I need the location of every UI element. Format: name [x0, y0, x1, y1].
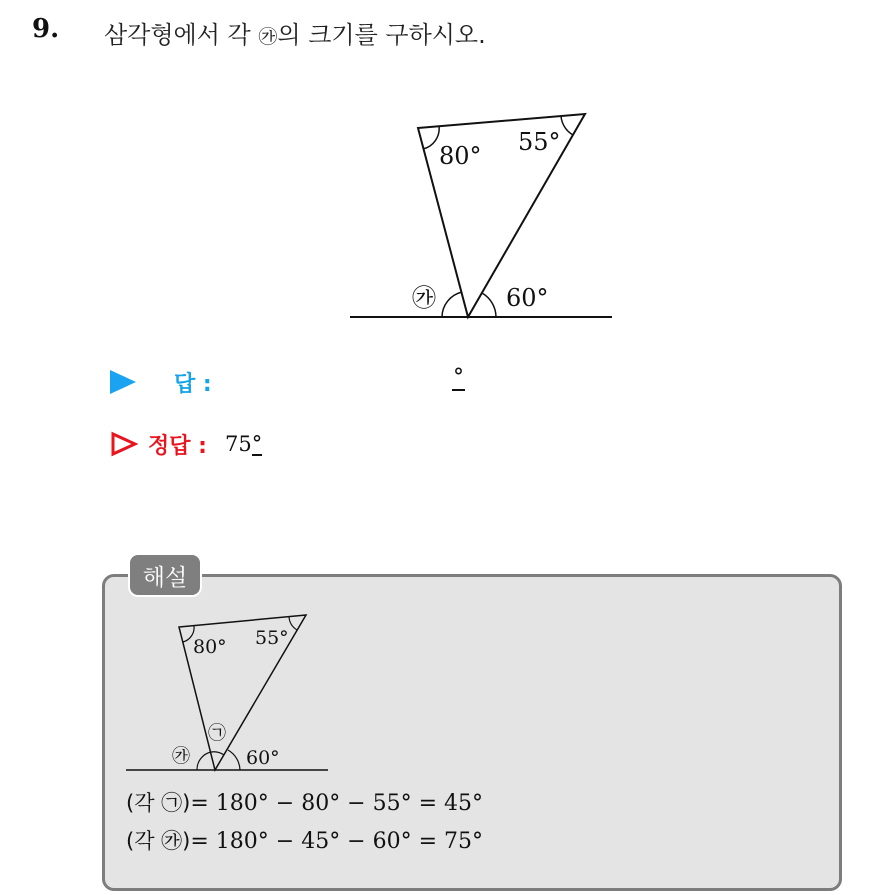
solution-label-inner: ㉠ [208, 723, 226, 744]
solution-label-unknown: ㉮ [172, 746, 190, 767]
solution-line-1-expr: = 180° − 80° − 55° = 45° [190, 791, 484, 816]
solution-arc-inner [211, 752, 224, 755]
solution-arc-unknown [197, 752, 211, 770]
solution-label-80: 80° [193, 636, 227, 658]
answer-unit: ° [453, 365, 464, 390]
solution-line-1-label: (각 ㉠) [126, 791, 191, 815]
label-55: 55° [518, 128, 561, 156]
solution-line-1 [126, 787, 483, 817]
solution-label-55: 55° [255, 627, 289, 649]
correct-answer-unit: ° [251, 432, 263, 456]
solution-arc-top-right [289, 617, 297, 630]
question-symbol: ㉮ [258, 26, 278, 48]
solution-label-60: 60° [246, 747, 280, 769]
question-text-before: 삼각형에서 각 [104, 21, 259, 49]
correct-answer-label: 정답 : [148, 433, 207, 459]
solution-arc-bottom-right [228, 750, 240, 770]
correct-answer-number: 75 [224, 432, 252, 456]
question-text-after: 의 크기를 구하시오. [277, 21, 486, 49]
solution-line-2 [126, 825, 483, 855]
label-unknown: ㉮ [412, 284, 436, 312]
answer-label: 답 : [174, 371, 212, 397]
solution-line-2-expr: = 180° − 45° − 60° = 75° [190, 829, 484, 854]
label-80: 80° [439, 142, 482, 170]
label-60: 60° [506, 284, 549, 312]
solution-line-2-label: (각 ㉮) [126, 829, 191, 853]
solution-tag: 해설 [128, 553, 202, 597]
question-number: 9. [32, 14, 60, 44]
